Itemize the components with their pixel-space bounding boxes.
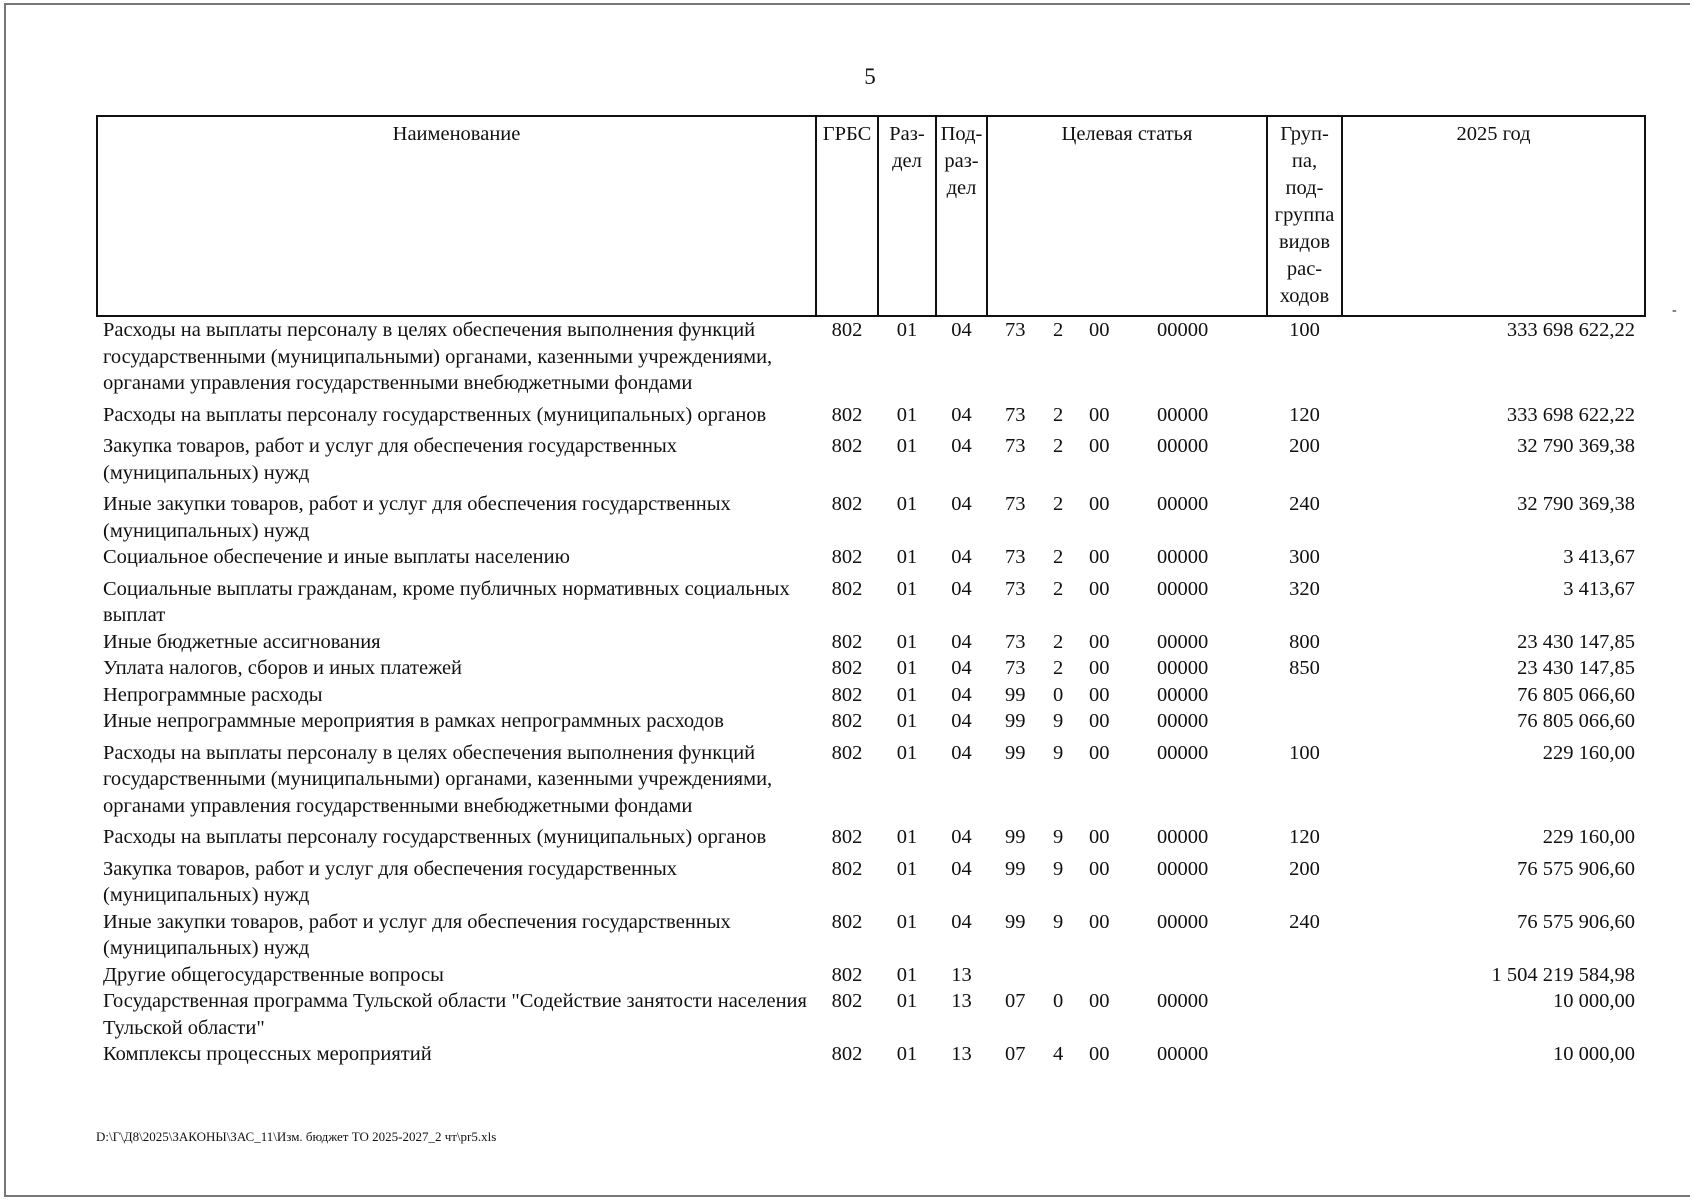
row-razdel: 01 (896, 857, 918, 880)
row-celevaya-cs3: 00 (1089, 1043, 1110, 1065)
row-podrazdel: 04 (951, 546, 972, 568)
row-razdel: 01 (896, 826, 918, 848)
row-podrazdel: 04 (951, 657, 972, 679)
row-name: Расходы на выплаты персоналу государственных (муниципальных) органов (103, 826, 767, 848)
row-podrazdel: 04 (951, 710, 972, 732)
row-grbs: 802 (831, 826, 863, 848)
row-razdel: 01 (896, 630, 918, 653)
page-frame-bottom (4, 1195, 1690, 1197)
page-frame-top (4, 3, 1690, 5)
row-celevaya-cs1: 07 (1005, 1043, 1026, 1065)
row-celevaya-cs4: 00000 (1157, 826, 1209, 848)
row-celevaya-cs4: 00000 (1157, 657, 1209, 679)
row-celevaya-cs3: 00 (1089, 403, 1110, 426)
row-podrazdel: 04 (951, 683, 972, 706)
row-celevaya-cs1: 73 (1005, 435, 1026, 457)
row-celevaya-cs1: 73 (1005, 493, 1026, 515)
row-grbs: 802 (831, 493, 863, 515)
row-celevaya-cs1: 73 (1005, 319, 1026, 341)
row-razdel: 01 (896, 319, 918, 341)
row-amount: 76 805 066,60 (1517, 683, 1635, 706)
row-podrazdel: 04 (951, 741, 972, 764)
row-celevaya-cs4: 00000 (1157, 683, 1209, 706)
row-celevaya-cs2: 2 (1053, 630, 1064, 653)
row-celevaya-cs2: 2 (1053, 435, 1064, 457)
row-amount: 23 430 147,85 (1517, 657, 1635, 679)
row-celevaya-cs4: 00000 (1157, 857, 1209, 880)
row-razdel: 01 (896, 577, 918, 600)
row-celevaya-cs2: 2 (1053, 403, 1064, 426)
row-amount: 333 698 622,22 (1506, 403, 1635, 426)
row-grbs: 802 (831, 963, 863, 986)
header-name: Наименование (97, 116, 816, 316)
row-celevaya-cs4: 00000 (1157, 1043, 1209, 1065)
row-celevaya-cs4: 00000 (1157, 319, 1209, 341)
row-podrazdel: 13 (951, 963, 972, 986)
table-row (97, 629, 1645, 656)
table-row (97, 988, 1645, 1041)
row-celevaya-cs1: 73 (1005, 630, 1026, 653)
row-grbs: 802 (831, 683, 863, 706)
row-amount: 23 430 147,85 (1517, 630, 1635, 653)
row-celevaya-cs3: 00 (1089, 910, 1110, 933)
row-razdel: 01 (896, 1043, 918, 1065)
row-vid-rashodov: 120 (1289, 403, 1320, 426)
table-row (97, 491, 1645, 544)
row-celevaya-statya (987, 544, 1267, 576)
row-name: Социальное обеспечение и иные выплаты населению (103, 546, 570, 568)
row-celevaya-cs4: 00000 (1157, 493, 1209, 515)
row-celevaya-statya (987, 909, 1267, 962)
table-row (97, 824, 1645, 856)
row-podrazdel: 04 (951, 826, 972, 848)
table-row (97, 402, 1645, 434)
row-vid-rashodov (1267, 1041, 1342, 1068)
row-celevaya-cs4: 00000 (1157, 403, 1209, 426)
row-podrazdel: 04 (951, 435, 972, 457)
row-vid-rashodov: 800 (1289, 630, 1320, 653)
row-name: Иные закупки товаров, работ и услуг для обеспечения государственных (муниципальных) нужд (103, 910, 731, 959)
page-frame-left (4, 3, 6, 1195)
row-grbs: 802 (831, 546, 863, 568)
row-podrazdel: 04 (951, 910, 972, 933)
row-amount: 229 160,00 (1542, 741, 1635, 764)
row-celevaya-cs2: 9 (1053, 826, 1064, 848)
row-celevaya-cs4: 00000 (1157, 741, 1209, 764)
row-celevaya-cs3: 00 (1089, 577, 1110, 600)
row-celevaya-cs2: 2 (1053, 493, 1064, 515)
row-celevaya-cs3: 00 (1089, 546, 1110, 568)
row-vid-rashodov: 200 (1289, 435, 1320, 457)
row-vid-rashodov: 300 (1289, 546, 1320, 568)
row-amount: 10 000,00 (1553, 1043, 1635, 1065)
row-celevaya-cs1: 99 (1005, 710, 1026, 732)
row-name: Расходы на выплаты персоналу государственных (муниципальных) органов (103, 403, 767, 426)
row-grbs: 802 (831, 577, 863, 600)
header-gruppa-vidov-rashodov: Груп- па, под- группа видов рас- ходов (1267, 116, 1342, 316)
row-podrazdel: 13 (951, 990, 972, 1012)
row-celevaya-statya (987, 856, 1267, 909)
row-vid-rashodov: 120 (1289, 826, 1320, 848)
row-celevaya-statya (987, 988, 1267, 1041)
row-celevaya-statya (987, 1041, 1267, 1068)
row-amount: 3 413,67 (1563, 546, 1635, 568)
row-grbs: 802 (831, 319, 863, 341)
table-body (97, 316, 1645, 1068)
row-name: Комплексы процессных мероприятий (103, 1043, 432, 1065)
row-celevaya-cs1: 73 (1005, 546, 1026, 568)
row-podrazdel: 04 (951, 403, 972, 426)
margin-mark: - (1672, 303, 1677, 318)
row-celevaya-cs3: 00 (1089, 683, 1110, 706)
row-celevaya-cs4: 00000 (1157, 710, 1209, 732)
row-celevaya-cs3: 00 (1089, 630, 1110, 653)
row-celevaya-statya (987, 824, 1267, 856)
row-celevaya-cs1: 99 (1005, 857, 1026, 880)
table-row (97, 316, 1645, 402)
row-vid-rashodov: 320 (1289, 577, 1320, 600)
row-celevaya-cs1: 07 (1005, 990, 1026, 1012)
row-amount: 76 805 066,60 (1517, 710, 1635, 732)
row-name: Непрограммные расходы (103, 683, 323, 706)
row-celevaya-cs3: 00 (1089, 741, 1110, 764)
row-celevaya-cs4: 00000 (1157, 630, 1209, 653)
row-vid-rashodov (1267, 962, 1342, 989)
row-celevaya-statya (987, 962, 1267, 989)
row-razdel: 01 (896, 546, 918, 568)
row-razdel: 01 (896, 910, 918, 933)
row-celevaya-statya (987, 491, 1267, 544)
row-celevaya-statya (987, 402, 1267, 434)
row-celevaya-cs3: 00 (1089, 319, 1110, 341)
page-number: 5 (864, 64, 876, 89)
row-celevaya-cs4: 00000 (1157, 990, 1209, 1012)
row-name: Иные непрограммные мероприятия в рамках непрограммных расходов (103, 710, 724, 732)
row-amount: 76 575 906,60 (1517, 910, 1635, 933)
row-grbs: 802 (831, 403, 863, 426)
row-celevaya-cs2: 2 (1053, 546, 1064, 568)
row-celevaya-cs2: 9 (1053, 857, 1064, 880)
row-celevaya-cs1: 73 (1005, 577, 1026, 600)
row-vid-rashodov: 240 (1289, 910, 1320, 933)
row-celevaya-cs2: 0 (1053, 683, 1064, 706)
row-vid-rashodov (1267, 682, 1342, 709)
table-row (97, 576, 1645, 629)
header-razdel: Раз- дел (878, 116, 936, 316)
row-celevaya-statya (987, 629, 1267, 656)
row-vid-rashodov: 850 (1289, 657, 1320, 679)
row-celevaya-cs1: 99 (1005, 683, 1026, 706)
row-amount: 76 575 906,60 (1517, 857, 1635, 880)
header-grbs: ГРБС (816, 116, 878, 316)
row-celevaya-statya (987, 433, 1267, 491)
row-razdel: 01 (896, 435, 918, 457)
table-row (97, 544, 1645, 576)
row-razdel: 01 (896, 657, 918, 679)
table-row (97, 655, 1645, 682)
table-row (97, 433, 1645, 491)
row-name: Другие общегосударственные вопросы (103, 963, 444, 986)
row-celevaya-cs2: 2 (1053, 657, 1064, 679)
row-celevaya-cs2: 4 (1053, 1043, 1064, 1065)
header-year: 2025 год (1342, 116, 1645, 316)
row-celevaya-cs2: 9 (1053, 910, 1064, 933)
row-celevaya-cs4: 00000 (1157, 435, 1209, 457)
row-name: Иные закупки товаров, работ и услуг для обеспечения государственных (муниципальных) нужд (103, 493, 731, 542)
row-podrazdel: 04 (951, 493, 972, 515)
row-amount: 1 504 219 584,98 (1491, 963, 1635, 986)
row-celevaya-cs3: 00 (1089, 857, 1110, 880)
table-row (97, 740, 1645, 825)
row-podrazdel: 04 (951, 577, 972, 600)
row-celevaya-cs3: 00 (1089, 435, 1110, 457)
table-row (97, 1041, 1645, 1068)
row-vid-rashodov: 240 (1289, 493, 1320, 515)
row-celevaya-cs2: 2 (1053, 319, 1064, 341)
row-name: Расходы на выплаты персоналу в целях обеспечения выполнения функций государственными (муниципальными) органами, казенными учреждениями, органами управления государственными внебюджетными фондами (103, 741, 773, 817)
row-celevaya-cs3: 00 (1089, 657, 1110, 679)
row-amount: 10 000,00 (1553, 990, 1635, 1012)
row-vid-rashodov: 100 (1289, 741, 1320, 764)
row-name: Иные бюджетные ассигнования (103, 630, 381, 653)
row-celevaya-cs1: 73 (1005, 657, 1026, 679)
row-vid-rashodov (1267, 708, 1342, 740)
table-row (97, 909, 1645, 962)
row-celevaya-cs2: 9 (1053, 710, 1064, 732)
row-name: Закупка товаров, работ и услуг для обеспечения государственных (муниципальных) нужд (103, 857, 678, 906)
row-celevaya-cs3: 00 (1089, 826, 1110, 848)
row-razdel: 01 (896, 963, 918, 986)
table-row (97, 708, 1645, 740)
row-razdel: 01 (896, 683, 918, 706)
row-razdel: 01 (896, 990, 918, 1012)
row-grbs: 802 (831, 435, 863, 457)
table-row (97, 682, 1645, 709)
row-name: Государственная программа Тульской области "Содействие занятости населения Тульской области" (103, 990, 807, 1039)
row-vid-rashodov: 200 (1289, 857, 1320, 880)
row-grbs: 802 (831, 741, 863, 764)
row-name: Уплата налогов, сборов и иных платежей (103, 657, 463, 679)
row-celevaya-statya (987, 576, 1267, 629)
row-celevaya-cs4: 00000 (1157, 546, 1209, 568)
row-grbs: 802 (831, 910, 863, 933)
row-vid-rashodov (1267, 988, 1342, 1041)
row-celevaya-statya (987, 740, 1267, 825)
row-name: Расходы на выплаты персоналу в целях обеспечения выполнения функций государственными (муниципальными) органами, казенными учреждениями, органами управления государственными внебюджетными фондами (103, 319, 773, 394)
row-celevaya-statya (987, 655, 1267, 682)
row-celevaya-cs3: 00 (1089, 990, 1110, 1012)
row-grbs: 802 (831, 1043, 863, 1065)
table-row (97, 962, 1645, 989)
row-celevaya-cs4: 00000 (1157, 577, 1209, 600)
row-celevaya-cs3: 00 (1089, 493, 1110, 515)
row-grbs: 802 (831, 990, 863, 1012)
row-podrazdel: 04 (951, 630, 972, 653)
row-razdel: 01 (896, 403, 918, 426)
row-razdel: 01 (896, 493, 918, 515)
row-grbs: 802 (831, 710, 863, 732)
row-vid-rashodov: 100 (1289, 319, 1320, 341)
row-celevaya-cs2: 9 (1053, 741, 1064, 764)
row-celevaya-cs2: 2 (1053, 577, 1064, 600)
row-podrazdel: 13 (951, 1043, 972, 1065)
row-celevaya-cs2: 0 (1053, 990, 1064, 1012)
row-celevaya-cs1: 99 (1005, 910, 1026, 933)
header-celevaya-statya: Целевая статья (987, 116, 1267, 316)
row-grbs: 802 (831, 657, 863, 679)
row-name: Закупка товаров, работ и услуг для обеспечения государственных (муниципальных) нужд (103, 435, 678, 484)
row-podrazdel: 04 (951, 857, 972, 880)
table-row (97, 856, 1645, 909)
table-header-row (97, 116, 1645, 316)
row-celevaya-cs4: 00000 (1157, 910, 1209, 933)
row-grbs: 802 (831, 630, 863, 653)
budget-table (96, 115, 1646, 1068)
row-grbs: 802 (831, 857, 863, 880)
row-amount: 32 790 369,38 (1517, 435, 1635, 457)
footer-file-path: D:\Г\Д8\2025\ЗАКОНЫ\ЗАС_11\Изм. бюджет ТО 2025-2027_2 чт\pr5.xls (96, 1129, 497, 1144)
row-celevaya-statya (987, 708, 1267, 740)
row-celevaya-statya (987, 682, 1267, 709)
row-name: Социальные выплаты гражданам, кроме публичных нормативных социальных выплат (103, 577, 790, 626)
row-amount: 229 160,00 (1542, 826, 1635, 848)
header-podrazdel: Под- раз- дел (936, 116, 987, 316)
row-amount: 32 790 369,38 (1517, 493, 1635, 515)
row-razdel: 01 (896, 710, 918, 732)
row-amount: 333 698 622,22 (1506, 319, 1635, 341)
row-celevaya-cs1: 73 (1005, 403, 1026, 426)
row-celevaya-cs1: 99 (1005, 741, 1026, 764)
row-celevaya-statya (987, 316, 1267, 402)
row-celevaya-cs3: 00 (1089, 710, 1110, 732)
row-celevaya-cs1: 99 (1005, 826, 1026, 848)
row-razdel: 01 (896, 741, 918, 764)
row-podrazdel: 04 (951, 319, 972, 341)
row-amount: 3 413,67 (1563, 577, 1635, 600)
